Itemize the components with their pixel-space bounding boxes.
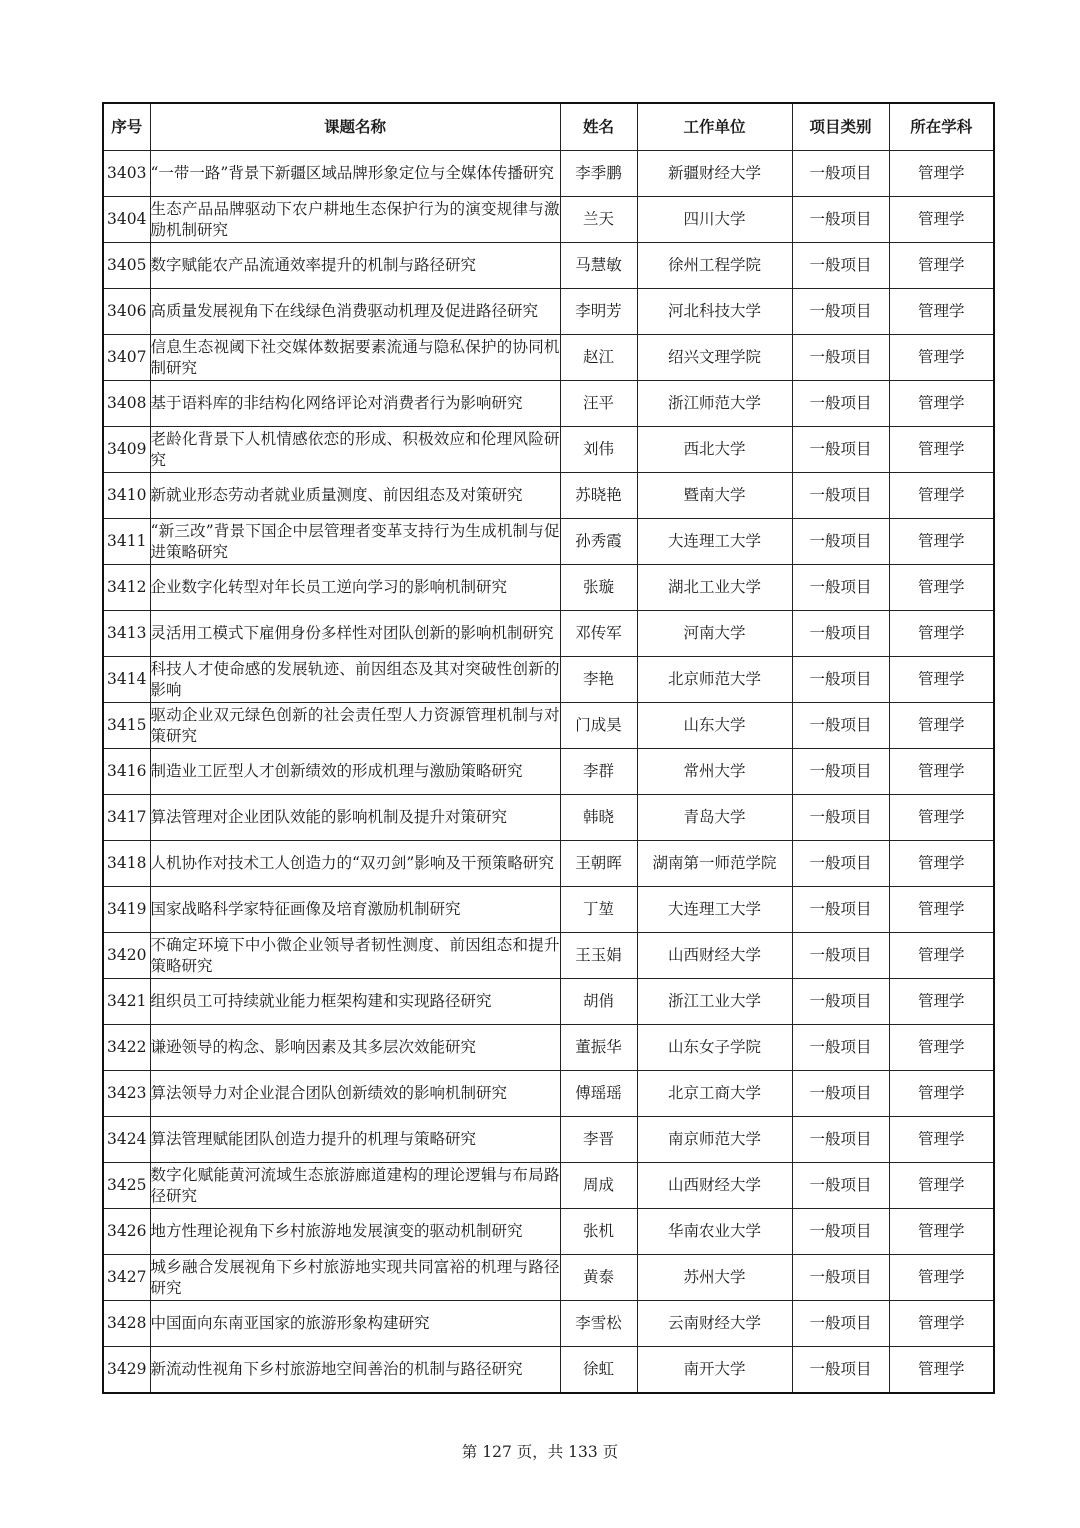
row-project-title: 人机协作对技术工人创造力的“双刃剑”影响及干预策略研究 [150,841,560,887]
header-name: 姓名 [560,103,637,151]
table-row [103,519,994,565]
row-work-unit: 四川大学 [637,197,792,243]
table-row [103,657,994,703]
row-person-name: 王玉娟 [560,933,637,979]
table-row [103,887,994,933]
row-work-unit: 西北大学 [637,427,792,473]
row-work-unit: 山西财经大学 [637,1163,792,1209]
table-row [103,1071,994,1117]
row-serial-number: 3404 [103,197,150,243]
table-row [103,703,994,749]
row-person-name: 赵江 [560,335,637,381]
row-person-name: 张机 [560,1209,637,1255]
row-project-type: 一般项目 [792,289,889,335]
row-person-name: 黄泰 [560,1255,637,1301]
row-project-title: 信息生态视阈下社交媒体数据要素流通与隐私保护的协同机制研究 [150,335,560,381]
row-serial-number: 3411 [103,519,150,565]
row-project-type: 一般项目 [792,1347,889,1393]
table-row [103,611,994,657]
row-serial-number: 3405 [103,243,150,289]
table-row [103,1255,994,1301]
row-project-title: “新三改”背景下国企中层管理者变革支持行为生成机制与促进策略研究 [150,519,560,565]
row-person-name: 门成昊 [560,703,637,749]
table-row [103,1347,994,1393]
row-project-title: 谦逊领导的构念、影响因素及其多层次效能研究 [150,1025,560,1071]
row-serial-number: 3413 [103,611,150,657]
table-row [103,749,994,795]
row-project-title: 数字赋能农产品流通效率提升的机制与路径研究 [150,243,560,289]
row-person-name: 孙秀霞 [560,519,637,565]
row-project-title: “一带一路”背景下新疆区域品牌形象定位与全媒体传播研究 [150,151,560,197]
row-work-unit: 湖南第一师范学院 [637,841,792,887]
row-serial-number: 3429 [103,1347,150,1393]
row-person-name: 兰天 [560,197,637,243]
row-serial-number: 3410 [103,473,150,519]
row-project-title: 生态产品品牌驱动下农户耕地生态保护行为的演变规律与激励机制研究 [150,197,560,243]
row-project-type: 一般项目 [792,151,889,197]
row-subject: 管理学 [889,1117,994,1163]
row-work-unit: 北京师范大学 [637,657,792,703]
row-project-title: 算法领导力对企业混合团队创新绩效的影响机制研究 [150,1071,560,1117]
row-work-unit: 浙江工业大学 [637,979,792,1025]
row-subject: 管理学 [889,749,994,795]
row-project-type: 一般项目 [792,657,889,703]
row-project-type: 一般项目 [792,243,889,289]
row-serial-number: 3421 [103,979,150,1025]
row-subject: 管理学 [889,703,994,749]
row-person-name: 李艳 [560,657,637,703]
row-subject: 管理学 [889,841,994,887]
row-work-unit: 大连理工大学 [637,887,792,933]
row-project-type: 一般项目 [792,611,889,657]
row-work-unit: 南京师范大学 [637,1117,792,1163]
row-person-name: 张璇 [560,565,637,611]
table-row [103,289,994,335]
row-project-type: 一般项目 [792,795,889,841]
row-person-name: 马慧敏 [560,243,637,289]
row-work-unit: 苏州大学 [637,1255,792,1301]
row-serial-number: 3419 [103,887,150,933]
row-person-name: 邓传军 [560,611,637,657]
table-row [103,381,994,427]
row-project-title: 不确定环境下中小微企业领导者韧性测度、前因组态和提升策略研究 [150,933,560,979]
row-person-name: 王朝晖 [560,841,637,887]
row-subject: 管理学 [889,1255,994,1301]
row-work-unit: 新疆财经大学 [637,151,792,197]
row-project-title: 地方性理论视角下乡村旅游地发展演变的驱动机制研究 [150,1209,560,1255]
row-project-title: 中国面向东南亚国家的旅游形象构建研究 [150,1301,560,1347]
row-project-type: 一般项目 [792,841,889,887]
row-subject: 管理学 [889,197,994,243]
row-subject: 管理学 [889,473,994,519]
row-work-unit: 山东女子学院 [637,1025,792,1071]
row-serial-number: 3426 [103,1209,150,1255]
row-project-type: 一般项目 [792,933,889,979]
row-person-name: 苏晓艳 [560,473,637,519]
row-person-name: 汪平 [560,381,637,427]
table-header [103,103,994,151]
row-serial-number: 3406 [103,289,150,335]
row-project-type: 一般项目 [792,427,889,473]
row-work-unit: 徐州工程学院 [637,243,792,289]
header-subject: 所在学科 [889,103,994,151]
row-subject: 管理学 [889,519,994,565]
row-work-unit: 山东大学 [637,703,792,749]
row-project-type: 一般项目 [792,1025,889,1071]
row-serial-number: 3415 [103,703,150,749]
table-row [103,1117,994,1163]
header-row [103,103,994,151]
row-serial-number: 3428 [103,1301,150,1347]
row-subject: 管理学 [889,151,994,197]
row-person-name: 周成 [560,1163,637,1209]
table-row [103,795,994,841]
row-project-title: 国家战略科学家特征画像及培育激励机制研究 [150,887,560,933]
row-project-title: 高质量发展视角下在线绿色消费驱动机理及促进路径研究 [150,289,560,335]
row-person-name: 徐虹 [560,1347,637,1393]
row-person-name: 傅瑶瑶 [560,1071,637,1117]
row-subject: 管理学 [889,243,994,289]
row-work-unit: 湖北工业大学 [637,565,792,611]
row-subject: 管理学 [889,335,994,381]
row-project-title: 企业数字化转型对年长员工逆向学习的影响机制研究 [150,565,560,611]
row-person-name: 胡俏 [560,979,637,1025]
table-row [103,1025,994,1071]
row-subject: 管理学 [889,565,994,611]
table-row [103,243,994,289]
row-project-title: 基于语料库的非结构化网络评论对消费者行为影响研究 [150,381,560,427]
row-serial-number: 3424 [103,1117,150,1163]
row-subject: 管理学 [889,657,994,703]
row-person-name: 李雪松 [560,1301,637,1347]
row-project-title: 新就业形态劳动者就业质量测度、前因组态及对策研究 [150,473,560,519]
row-project-type: 一般项目 [792,1301,889,1347]
header-work-unit: 工作单位 [637,103,792,151]
row-work-unit: 绍兴文理学院 [637,335,792,381]
row-work-unit: 华南农业大学 [637,1209,792,1255]
row-subject: 管理学 [889,611,994,657]
table-row [103,565,994,611]
row-project-type: 一般项目 [792,473,889,519]
row-serial-number: 3403 [103,151,150,197]
row-project-title: 科技人才使命感的发展轨迹、前因组态及其对突破性创新的影响 [150,657,560,703]
table-row [103,473,994,519]
table-row [103,335,994,381]
row-subject: 管理学 [889,979,994,1025]
row-work-unit: 大连理工大学 [637,519,792,565]
row-project-title: 城乡融合发展视角下乡村旅游地实现共同富裕的机理与路径研究 [150,1255,560,1301]
row-project-type: 一般项目 [792,197,889,243]
row-project-type: 一般项目 [792,1117,889,1163]
row-project-title: 数字化赋能黄河流域生态旅游廊道建构的理论逻辑与布局路径研究 [150,1163,560,1209]
row-project-type: 一般项目 [792,381,889,427]
row-subject: 管理学 [889,1301,994,1347]
row-project-title: 灵活用工模式下雇佣身份多样性对团队创新的影响机制研究 [150,611,560,657]
table-row [103,979,994,1025]
row-project-title: 算法管理对企业团队效能的影响机制及提升对策研究 [150,795,560,841]
row-serial-number: 3427 [103,1255,150,1301]
row-work-unit: 河南大学 [637,611,792,657]
row-serial-number: 3423 [103,1071,150,1117]
row-serial-number: 3416 [103,749,150,795]
row-serial-number: 3417 [103,795,150,841]
row-subject: 管理学 [889,795,994,841]
row-subject: 管理学 [889,427,994,473]
row-project-type: 一般项目 [792,703,889,749]
row-work-unit: 北京工商大学 [637,1071,792,1117]
row-work-unit: 河北科技大学 [637,289,792,335]
row-subject: 管理学 [889,1071,994,1117]
row-person-name: 李晋 [560,1117,637,1163]
row-project-type: 一般项目 [792,1209,889,1255]
row-person-name: 李季鹏 [560,151,637,197]
row-project-type: 一般项目 [792,335,889,381]
row-project-title: 老龄化背景下人机情感依恋的形成、积极效应和伦理风险研究 [150,427,560,473]
table-row [103,1163,994,1209]
row-subject: 管理学 [889,289,994,335]
row-serial-number: 3420 [103,933,150,979]
row-project-title: 驱动企业双元绿色创新的社会责任型人力资源管理机制与对策研究 [150,703,560,749]
row-project-type: 一般项目 [792,979,889,1025]
row-serial-number: 3425 [103,1163,150,1209]
table-row [103,427,994,473]
row-subject: 管理学 [889,381,994,427]
row-person-name: 丁堃 [560,887,637,933]
row-serial-number: 3407 [103,335,150,381]
row-person-name: 韩晓 [560,795,637,841]
row-subject: 管理学 [889,933,994,979]
row-work-unit: 浙江师范大学 [637,381,792,427]
row-project-title: 算法管理赋能团队创造力提升的机理与策略研究 [150,1117,560,1163]
row-work-unit: 暨南大学 [637,473,792,519]
table-row [103,1209,994,1255]
row-serial-number: 3414 [103,657,150,703]
row-serial-number: 3408 [103,381,150,427]
row-subject: 管理学 [889,887,994,933]
row-subject: 管理学 [889,1347,994,1393]
row-person-name: 刘伟 [560,427,637,473]
row-project-type: 一般项目 [792,1163,889,1209]
row-person-name: 董振华 [560,1025,637,1071]
row-project-type: 一般项目 [792,1255,889,1301]
row-person-name: 李明芳 [560,289,637,335]
row-project-type: 一般项目 [792,519,889,565]
header-serial-number: 序号 [103,103,150,151]
row-subject: 管理学 [889,1209,994,1255]
page-footer: 第 127 页，共 133 页 [461,1443,619,1461]
row-subject: 管理学 [889,1025,994,1071]
row-project-type: 一般项目 [792,749,889,795]
row-serial-number: 3418 [103,841,150,887]
header-project-title: 课题名称 [150,103,560,151]
row-project-type: 一般项目 [792,565,889,611]
row-person-name: 李群 [560,749,637,795]
table-row [103,933,994,979]
row-work-unit: 青岛大学 [637,795,792,841]
row-serial-number: 3412 [103,565,150,611]
row-work-unit: 云南财经大学 [637,1301,792,1347]
row-project-title: 组织员工可持续就业能力框架构建和实现路径研究 [150,979,560,1025]
row-serial-number: 3422 [103,1025,150,1071]
table-body [103,151,994,1393]
row-subject: 管理学 [889,1163,994,1209]
table-row [103,1301,994,1347]
table-row [103,197,994,243]
row-project-title: 制造业工匠型人才创新绩效的形成机理与激励策略研究 [150,749,560,795]
row-project-type: 一般项目 [792,887,889,933]
row-serial-number: 3409 [103,427,150,473]
row-work-unit: 常州大学 [637,749,792,795]
project-table [102,102,995,1394]
row-project-title: 新流动性视角下乡村旅游地空间善治的机制与路径研究 [150,1347,560,1393]
row-work-unit: 山西财经大学 [637,933,792,979]
header-project-type: 项目类别 [792,103,889,151]
table-row [103,151,994,197]
table-row [103,841,994,887]
row-project-type: 一般项目 [792,1071,889,1117]
row-work-unit: 南开大学 [637,1347,792,1393]
